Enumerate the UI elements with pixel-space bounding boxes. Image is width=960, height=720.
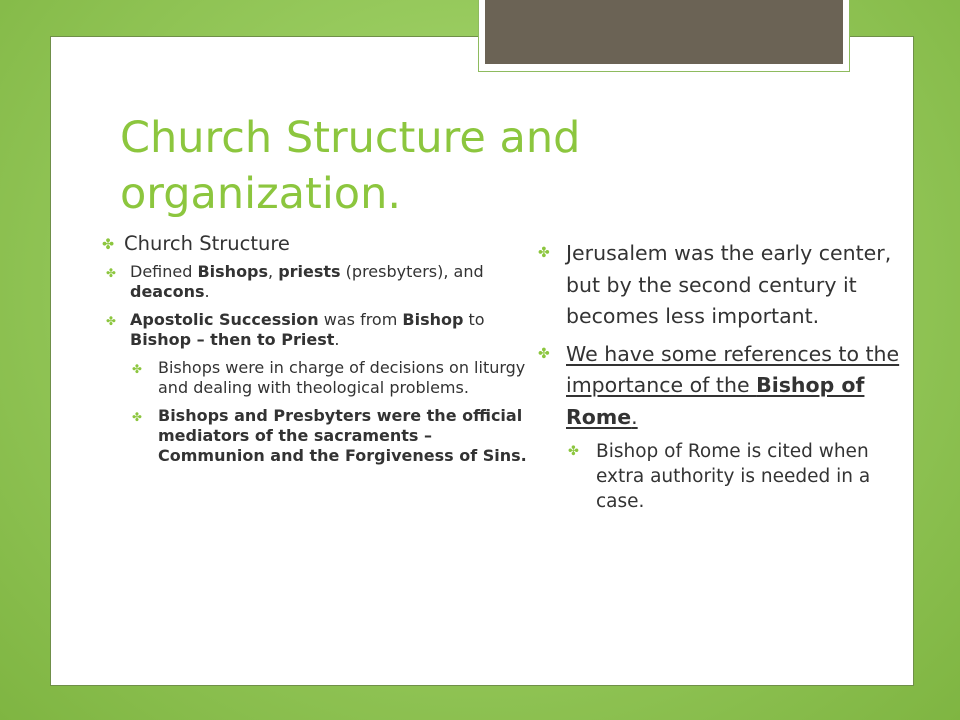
bullet-text: Church Structure — [124, 232, 290, 255]
bullet-text: Bishops were in charge of decisions on liturgy and dealing with theological problems. — [158, 358, 526, 397]
bold-deacons: deacons — [130, 282, 205, 301]
bold-apostolic-succession: Apostolic Succession — [130, 310, 319, 329]
fleuron-bullet-icon: ✤ — [568, 444, 579, 459]
fleuron-bullet-icon: ✤ — [538, 245, 550, 261]
header-tab — [485, 0, 843, 64]
fleuron-bullet-icon: ✤ — [132, 362, 142, 376]
fleuron-bullet-icon: ✤ — [106, 266, 116, 280]
bullet-text: Bishop of Rome is cited when extra authority is needed in a case. — [596, 441, 871, 512]
fleuron-bullet-icon: ✤ — [538, 345, 550, 362]
text-segment: , — [268, 262, 279, 281]
bold-bishop-of-rome: Bishop of Rome — [566, 373, 865, 429]
fleuron-bullet-icon: ✤ — [132, 410, 142, 424]
bullet-apostolic-succession — [100, 310, 528, 350]
text-segment: Defined — [130, 262, 198, 281]
bullet-mediators — [100, 406, 528, 466]
right-column — [536, 238, 908, 514]
bullet-defined — [100, 262, 528, 302]
fleuron-bullet-icon: ✤ — [106, 314, 116, 328]
bold-priests: priests — [278, 262, 341, 281]
bullet-church-structure — [100, 232, 528, 256]
bold-bishop: Bishop — [402, 310, 464, 329]
text-segment: . — [631, 404, 638, 429]
text-segment: . — [334, 330, 340, 349]
bullet-jerusalem — [536, 238, 908, 333]
text-segment: to — [463, 310, 485, 329]
bullet-text: Bishops and Presbyters were the official mediators of the sacraments – Communion and the Forgiveness of Sins. — [158, 406, 527, 465]
bold-bishops: Bishops — [197, 262, 269, 281]
left-column — [100, 232, 528, 474]
bullet-references — [536, 339, 908, 434]
bullet-liturgy-decisions — [100, 358, 528, 398]
bullet-bishop-of-rome-cited — [536, 439, 908, 514]
bullet-text: Jerusalem was the early center, but by the second century it becomes less important. — [566, 241, 892, 328]
slide-title: Church Structure and organization. — [120, 113, 581, 219]
text-segment: (presbyters), and — [340, 262, 484, 281]
text-segment: . — [204, 282, 210, 301]
bold-bishop-priest: Bishop – then to Priest — [130, 330, 335, 349]
text-segment: We have some references to the importance of the — [566, 341, 900, 397]
fleuron-bullet-icon: ✤ — [102, 237, 115, 253]
underlined-text — [566, 342, 899, 429]
text-segment: was from — [318, 310, 403, 329]
